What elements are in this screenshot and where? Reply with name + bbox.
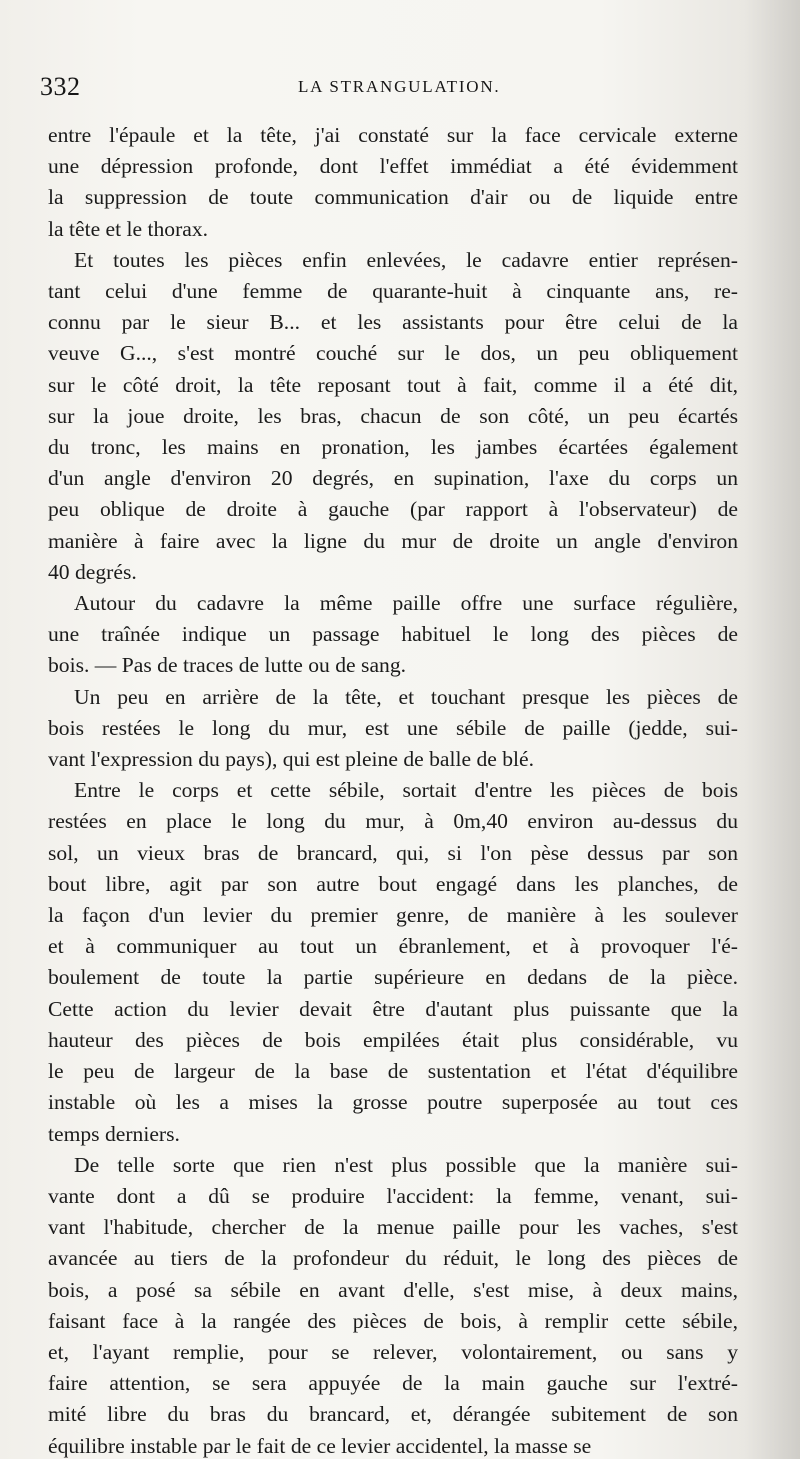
text-line: Entre le corps et cette sébile, sortait d'entre les pièces de bois <box>74 778 738 803</box>
text-line: veuve G..., s'est montré couché sur le dos, un peu obliquement <box>48 341 738 366</box>
text-line: du tronc, les mains en pronation, les jambes écartées également <box>48 435 738 460</box>
text-line: la suppression de toute communication d'air ou de liquide entre <box>48 185 738 210</box>
text-line: temps derniers. <box>48 1121 180 1146</box>
text-line: instable où les a mises la grosse poutre superposée au tout ces <box>48 1090 738 1115</box>
text-line: vante dont a dû se produire l'accident: la femme, venant, sui- <box>48 1183 738 1208</box>
text-line: entre l'épaule et la tête, j'ai constaté sur la face cervicale externe <box>48 123 738 147</box>
text-line: la tête et le thorax. <box>48 216 209 241</box>
text-line: bois. — Pas de traces de lutte ou de sang. <box>48 653 407 678</box>
text-line: une dépression profonde, dont l'effet immédiat a été évidemment <box>48 154 738 179</box>
text-line: et, l'ayant remplie, pour se relever, volontairement, ou sans y <box>48 1339 738 1364</box>
running-title: LA STRANGULATION. <box>298 77 501 96</box>
body-text <box>48 120 738 1459</box>
text-line: équilibre instable par le fait de ce levier accidentel, la masse se <box>48 1433 592 1458</box>
text-line: sur le côté droit, la tête reposant tout à fait, comme il a été dit, <box>48 372 738 397</box>
text-line: Autour du cadavre la même paille offre une surface régulière, <box>74 591 738 616</box>
text-line: restées en place le long du mur, à 0m,40 environ au-dessus du <box>48 809 738 834</box>
text-line: d'un angle d'environ 20 degrés, en supination, l'axe du corps un <box>48 466 738 491</box>
text-line: bois restées le long du mur, est une sébile de paille (jedde, sui- <box>48 715 738 740</box>
text-line: une traînée indique un passage habituel le long des pièces de <box>48 622 738 647</box>
text-line: faire attention, se sera appuyée de la main gauche sur l'extré- <box>48 1371 738 1396</box>
text-line: et à communiquer au tout un ébranlement, et à provoquer l'é- <box>48 934 738 959</box>
text-line: sol, un vieux bras de brancard, qui, si l'on pèse dessus par son <box>48 840 738 865</box>
text-line: boulement de toute la partie supérieure en dedans de la pièce. <box>48 965 738 990</box>
text-line: 40 degrés. <box>48 559 137 584</box>
text-line: vant l'habitude, chercher de la menue paille pour les vaches, s'est <box>48 1215 738 1240</box>
text-line: tant celui d'une femme de quarante-huit à cinquante ans, re- <box>48 279 738 304</box>
page-number: 332 <box>40 72 81 101</box>
text-line: hauteur des pièces de bois empilées était plus considérable, vu <box>48 1027 738 1052</box>
text-line: la façon d'un levier du premier genre, de manière à les soulever <box>48 903 738 928</box>
text-line: peu oblique de droite à gauche (par rapport à l'observateur) de <box>48 497 738 522</box>
text-line: Un peu en arrière de la tête, et touchant presque les pièces de <box>74 684 738 709</box>
text-line: mité libre du bras du brancard, et, dérangée subitement de son <box>48 1402 738 1427</box>
text-line: le peu de largeur de la base de sustentation et l'état d'équilibre <box>48 1059 738 1084</box>
text-line: connu par le sieur B... et les assistants pour être celui de la <box>48 310 738 335</box>
text-line: faisant face à la rangée des pièces de bois, à remplir cette sébile, <box>48 1308 738 1333</box>
page-header <box>40 72 740 100</box>
text-line: bois, a posé sa sébile en avant d'elle, s'est mise, à deux mains, <box>48 1277 738 1302</box>
text-line: De telle sorte que rien n'est plus possible que la manière sui- <box>74 1152 738 1177</box>
text-line: Et toutes les pièces enfin enlevées, le cadavre entier représen- <box>74 247 738 272</box>
text-line: Cette action du levier devait être d'autant plus puissante que la <box>48 996 738 1021</box>
text-line: manière à faire avec la ligne du mur de droite un angle d'environ <box>48 528 738 553</box>
text-line: vant l'expression du pays), qui est pleine de balle de blé. <box>48 747 535 772</box>
text-line: avancée au tiers de la profondeur du réduit, le long des pièces de <box>48 1246 738 1271</box>
text-line: sur la joue droite, les bras, chacun de son côté, un peu écartés <box>48 403 738 428</box>
text-line: bout libre, agit par son autre bout engagé dans les planches, de <box>48 871 738 896</box>
